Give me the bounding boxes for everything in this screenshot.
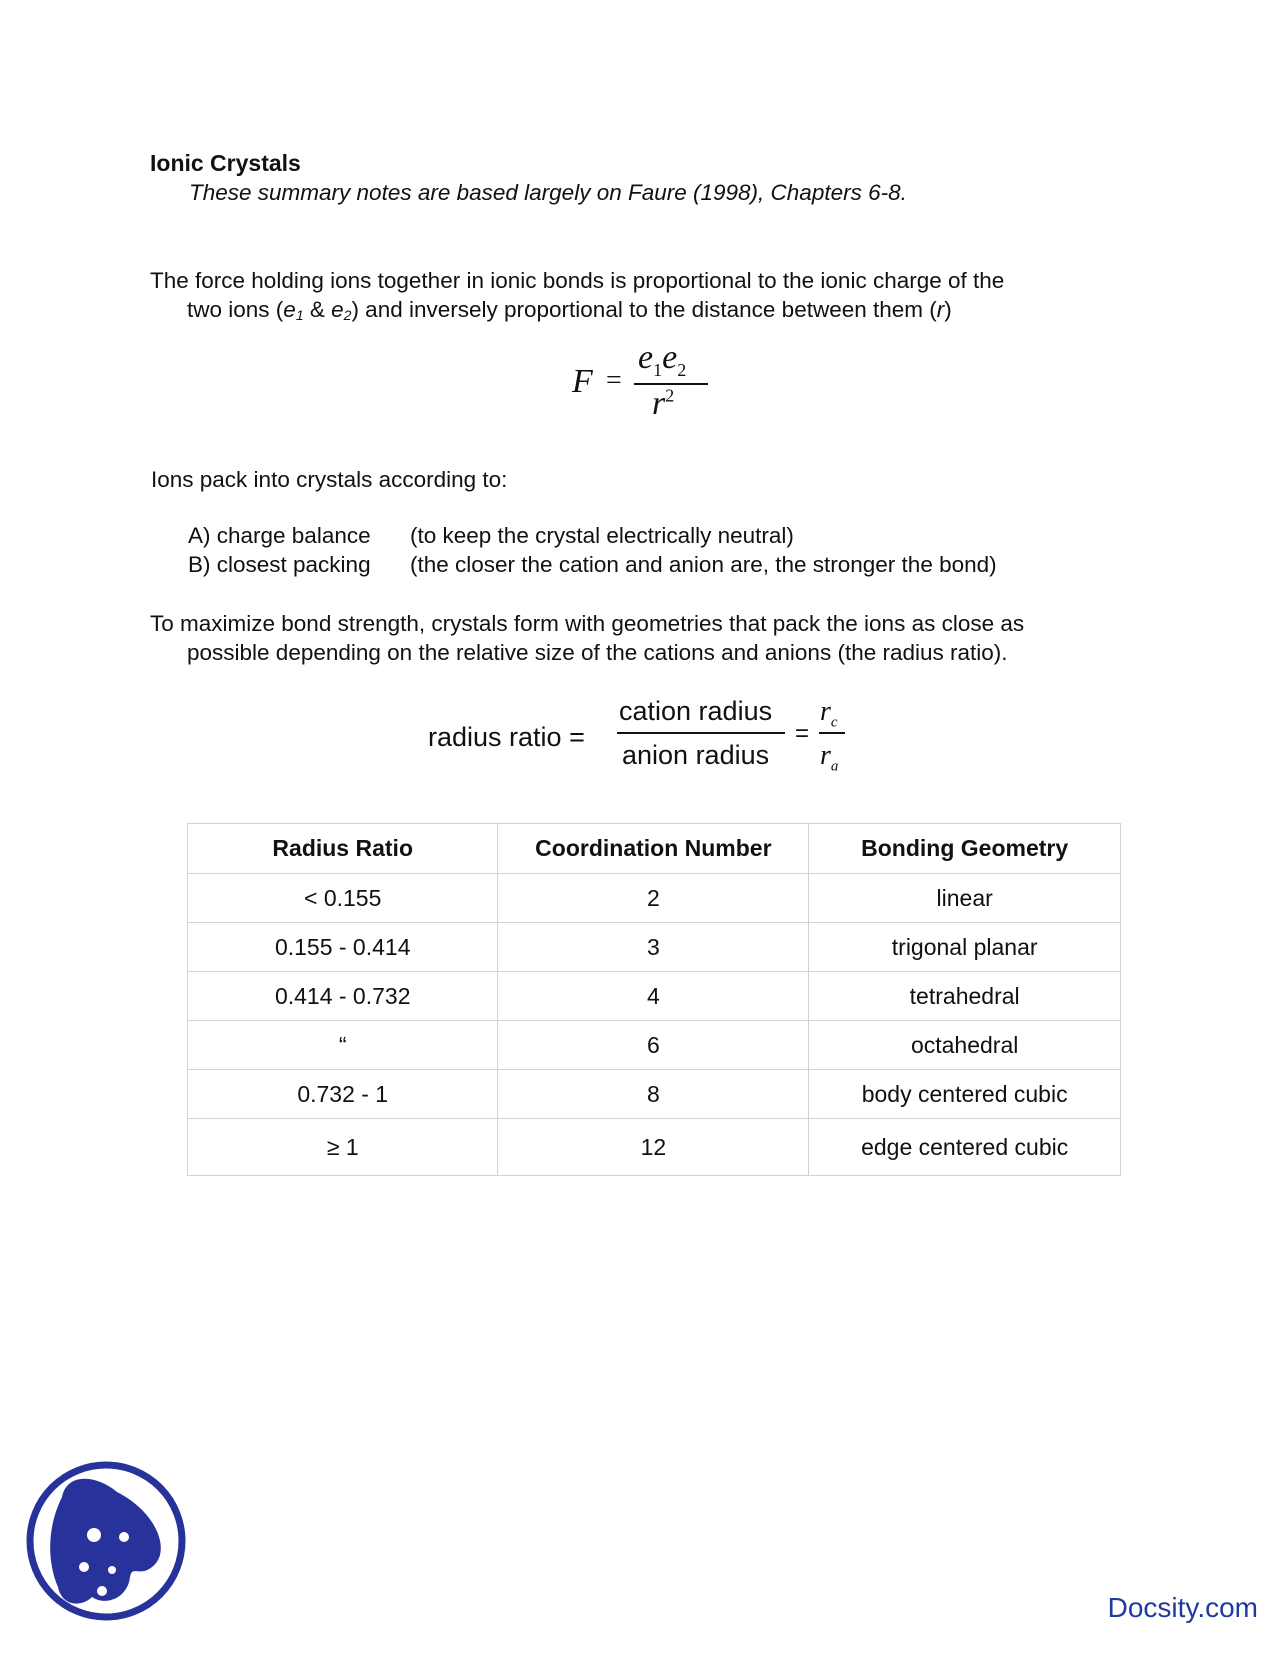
cell-radius-ratio: ≥ 1 [188,1119,498,1176]
ratio-symbol-numerator: $r_c$ [820,696,838,731]
ratio-equals: = [795,720,810,747]
ratio-symbol-denominator: $r_a$ [820,740,839,775]
ratio-denominator: anion radius [622,740,770,770]
formula-numerator: $e_1e_2$ [638,339,687,380]
cell-coordination-number: 12 [498,1119,809,1176]
table-header-row [188,824,1121,874]
radius-ratio-label: radius ratio = [428,722,585,752]
radius-ratio-formula [428,698,868,790]
cell-bonding-geometry: body centered cubic [809,1070,1121,1119]
cell-bonding-geometry: octahedral [809,1021,1121,1070]
cell-radius-ratio: 0.414 - 0.732 [188,972,498,1021]
radius-ratio-table [187,823,1121,1176]
maximize-paragraph-line1: To maximize bond strength, crystals form with geometries that pack the ions as close as [150,611,1025,636]
table-row [188,1070,1121,1119]
maximize-paragraph-line2: possible depending on the relative size of the cations and anions (the radius ratio). [187,640,1008,665]
column-header-radius-ratio: Radius Ratio [188,824,498,874]
cell-coordination-number: 6 [498,1021,809,1070]
ratio-symbol-bar [819,732,845,734]
cell-radius-ratio: 0.155 - 0.414 [188,923,498,972]
force-paragraph-line2: two ions ($e_1$ & $e_2$) and inversely proportional to the distance between them (r) [187,297,952,323]
cell-radius-ratio: < 0.155 [188,874,498,923]
table-row [188,874,1121,923]
table-row [188,923,1121,972]
cell-radius-ratio: 0.732 - 1 [188,1070,498,1119]
cell-bonding-geometry: edge centered cubic [809,1119,1121,1176]
formula-force-symbol: F [572,363,593,400]
docsity-logo-icon[interactable] [22,1457,190,1625]
packing-intro: Ions pack into crystals according to: [151,467,508,492]
page-title: Ionic Crystals [150,150,301,176]
table-row [188,1119,1121,1176]
source-note: These summary notes are based largely on Faure (1998), Chapters 6-8. [189,180,907,205]
cell-coordination-number: 3 [498,923,809,972]
table-row [188,972,1121,1021]
force-paragraph-line1: The force holding ions together in ionic bonds is proportional to the ionic charge of the [150,268,1005,293]
packing-item-closest-packing: B) closest packing (the closer the cation and anion are, the stronger the bond) [188,552,997,577]
coulomb-force-formula [572,339,712,425]
column-header-bonding-geometry: Bonding Geometry [809,824,1121,874]
formula-denominator: $r^2$ [652,385,675,422]
docsity-brand-link[interactable]: Docsity.com [1107,1592,1258,1623]
table-row [188,1021,1121,1070]
ratio-fraction-bar [617,732,785,734]
cell-bonding-geometry: trigonal planar [809,923,1121,972]
cell-coordination-number: 4 [498,972,809,1021]
cell-bonding-geometry: linear [809,874,1121,923]
cell-coordination-number: 8 [498,1070,809,1119]
cell-bonding-geometry: tetrahedral [809,972,1121,1021]
cell-coordination-number: 2 [498,874,809,923]
column-header-coordination-number: Coordination Number [498,824,809,874]
ratio-numerator: cation radius [619,696,773,726]
packing-item-charge-balance: A) charge balance (to keep the crystal electrically neutral) [188,523,794,548]
cell-radius-ratio: “ [188,1021,498,1070]
formula-equals: = [606,365,622,396]
